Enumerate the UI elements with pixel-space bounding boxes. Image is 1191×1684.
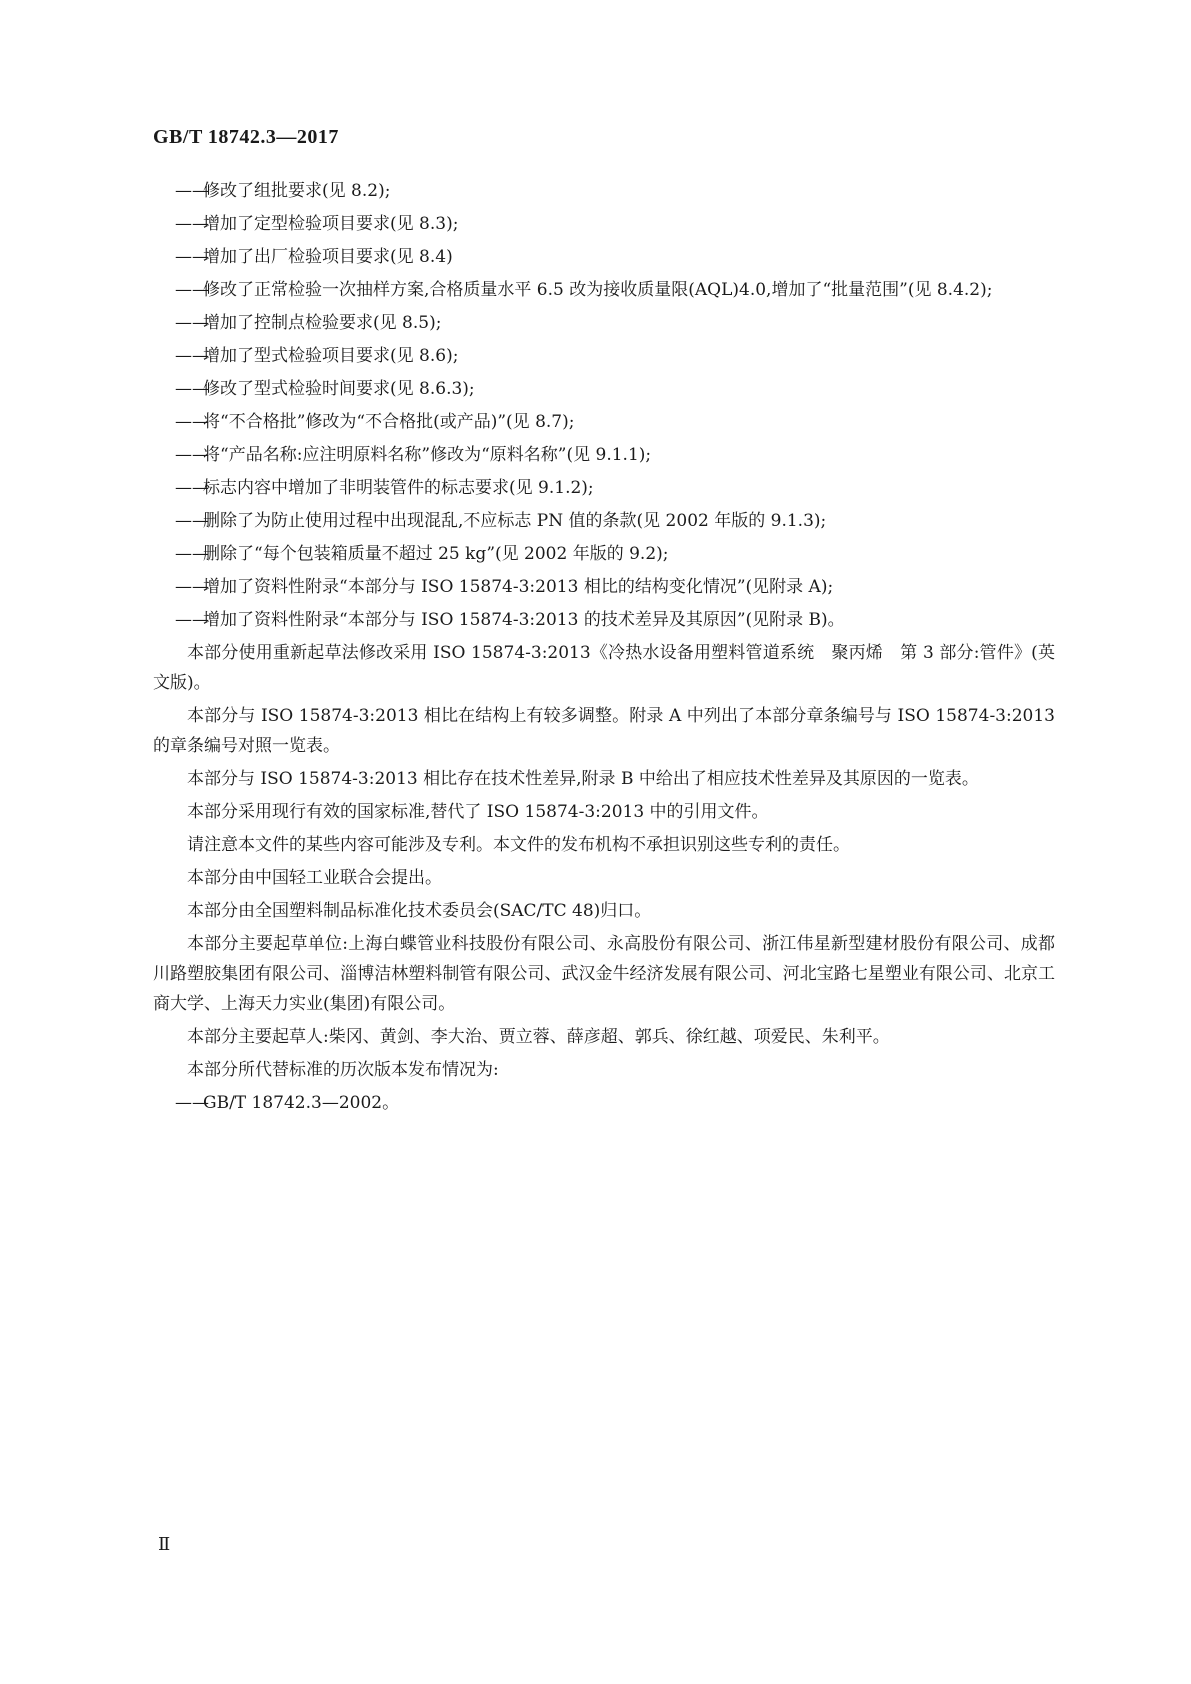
paragraph-technical-differences: 本部分与 ISO 15874-3:2013 相比存在技术性差异,附录 B 中给出了相应技术性差异及其原因的一览表。 <box>187 769 979 789</box>
list-item <box>153 605 1055 635</box>
paragraph-references: 本部分采用现行有效的国家标准,替代了 ISO 15874-3:2013 中的引用文件。 <box>187 802 769 822</box>
list-item <box>153 407 1055 437</box>
list-item <box>153 572 1055 602</box>
dash-marker: —— <box>175 346 209 366</box>
list-item <box>153 242 1055 272</box>
list-item-text: 标志内容中增加了非明装管件的标志要求(见 9.1.2); <box>203 478 594 498</box>
list-item <box>153 308 1055 338</box>
dash-marker: —— <box>175 181 209 201</box>
list-item-text: 修改了正常检验一次抽样方案,合格质量水平 6.5 改为接收质量限(AQL)4.0,增加了“批量范围”(见 8.4.2); <box>203 280 993 300</box>
dash-marker: —— <box>175 214 209 234</box>
list-item-text: 增加了型式检验项目要求(见 8.6); <box>203 346 459 366</box>
dash-marker: —— <box>175 379 209 399</box>
list-item <box>153 539 1055 569</box>
dash-marker: —— <box>175 610 209 630</box>
dash-marker: —— <box>175 412 209 432</box>
paragraph-patent-notice: 请注意本文件的某些内容可能涉及专利。本文件的发布机构不承担识别这些专利的责任。 <box>187 835 850 855</box>
dash-marker: —— <box>175 1093 209 1113</box>
paragraph-adoption: 本部分使用重新起草法修改采用 ISO 15874-3:2013《冷热水设备用塑料管道系统 聚丙烯 第 3 部分:管件》(英文版)。 <box>153 643 1055 693</box>
dash-marker: —— <box>175 445 209 465</box>
list-item-text: 增加了出厂检验项目要求(见 8.4) <box>203 247 453 267</box>
list-item-text: 删除了“每个包装箱质量不超过 25 kg”(见 2002 年版的 9.2); <box>203 544 669 564</box>
list-item <box>153 473 1055 503</box>
list-item-text: 修改了型式检验时间要求(见 8.6.3); <box>203 379 475 399</box>
paragraph-previous-editions: 本部分所代替标准的历次版本发布情况为: <box>187 1060 499 1080</box>
list-item-text: 增加了控制点检验要求(见 8.5); <box>203 313 442 333</box>
list-item-previous-edition <box>153 1088 1055 1118</box>
foreword-body <box>153 176 1055 1121</box>
list-item-text: 修改了组批要求(见 8.2); <box>203 181 391 201</box>
dash-marker: —— <box>175 511 209 531</box>
paragraph-structure: 本部分与 ISO 15874-3:2013 相比在结构上有较多调整。附录 A 中列出了本部分章条编号与 ISO 15874-3:2013 的章条编号对照一览表。 <box>153 706 1055 756</box>
dash-marker: —— <box>175 280 209 300</box>
dash-marker: —— <box>175 478 209 498</box>
paragraph-drafting-units: 本部分主要起草单位:上海白蝶管业科技股份有限公司、永高股份有限公司、浙江伟星新型建材股份有限公司、成都川路塑胶集团有限公司、淄博洁林塑料制管有限公司、武汉金牛经济发展有限公司、河北宝路七星塑业有限公司、北京工商大学、上海天力实业(集团)有限公司。 <box>153 934 1055 1014</box>
list-item <box>153 209 1055 239</box>
list-item-text: 增加了定型检验项目要求(见 8.3); <box>203 214 459 234</box>
list-item <box>153 440 1055 470</box>
dash-marker: —— <box>175 544 209 564</box>
list-item-text: 增加了资料性附录“本部分与 ISO 15874-3:2013 的技术差异及其原因”(见附录 B)。 <box>203 610 845 630</box>
page-number: Ⅱ <box>158 1534 171 1554</box>
list-item-text: 将“产品名称:应注明原料名称”修改为“原料名称”(见 9.1.1); <box>203 445 652 465</box>
document-code-header: GB/T 18742.3—2017 <box>153 126 339 148</box>
dash-marker: —— <box>175 247 209 267</box>
list-item-text: GB/T 18742.3—2002。 <box>203 1093 400 1113</box>
paragraph-proposer: 本部分由中国轻工业联合会提出。 <box>187 868 442 888</box>
list-item <box>153 341 1055 371</box>
list-item <box>153 374 1055 404</box>
dash-marker: —— <box>175 577 209 597</box>
paragraph-committee: 本部分由全国塑料制品标准化技术委员会(SAC/TC 48)归口。 <box>187 901 652 921</box>
list-item-text: 删除了为防止使用过程中出现混乱,不应标志 PN 值的条款(见 2002 年版的 9.1.3); <box>203 511 827 531</box>
list-item-text: 将“不合格批”修改为“不合格批(或产品)”(见 8.7); <box>203 412 575 432</box>
dash-marker: —— <box>175 313 209 333</box>
list-item <box>153 275 1055 305</box>
list-item <box>153 176 1055 206</box>
paragraph-drafters: 本部分主要起草人:柴冈、黄剑、李大治、贾立蓉、薛彦超、郭兵、徐红越、项爱民、朱利平。 <box>187 1027 890 1047</box>
list-item <box>153 506 1055 536</box>
list-item-text: 增加了资料性附录“本部分与 ISO 15874-3:2013 相比的结构变化情况”(见附录 A); <box>203 577 834 597</box>
